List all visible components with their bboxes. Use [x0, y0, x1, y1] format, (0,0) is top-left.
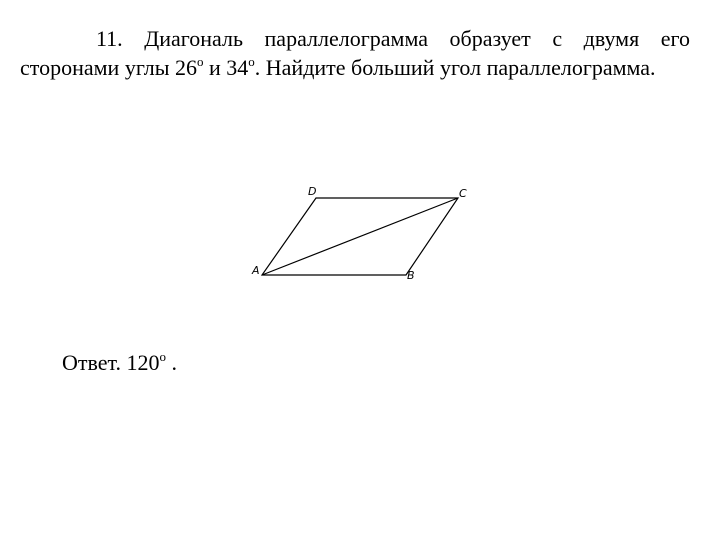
vertex-label-b: B — [407, 269, 415, 282]
answer-trailing-period: . — [171, 350, 177, 375]
problem-text-part3: . Найдите больший угол параллелограмма. — [254, 55, 656, 80]
parallelogram-figure — [240, 180, 480, 290]
degree-sign-1: o — [197, 54, 204, 69]
vertex-label-c: C — [459, 187, 467, 200]
vertex-label-d: D — [308, 185, 317, 198]
vertex-label-a: A — [252, 264, 260, 277]
diagonal-ac — [262, 198, 458, 275]
problem-statement — [20, 24, 690, 82]
answer-line — [62, 348, 177, 377]
parallelogram-diagram — [240, 180, 480, 290]
problem-text-part1: Диагональ параллелограмма образует с двумя его сторонами углы 26 — [20, 26, 690, 80]
answer-label: Ответ. — [62, 350, 121, 375]
problem-number: 11. — [96, 26, 123, 51]
degree-sign-2: o — [248, 54, 255, 69]
problem-text-part2: и 34 — [203, 55, 249, 80]
answer-degree-sign: o — [159, 349, 166, 364]
answer-value: 120 — [126, 350, 160, 375]
